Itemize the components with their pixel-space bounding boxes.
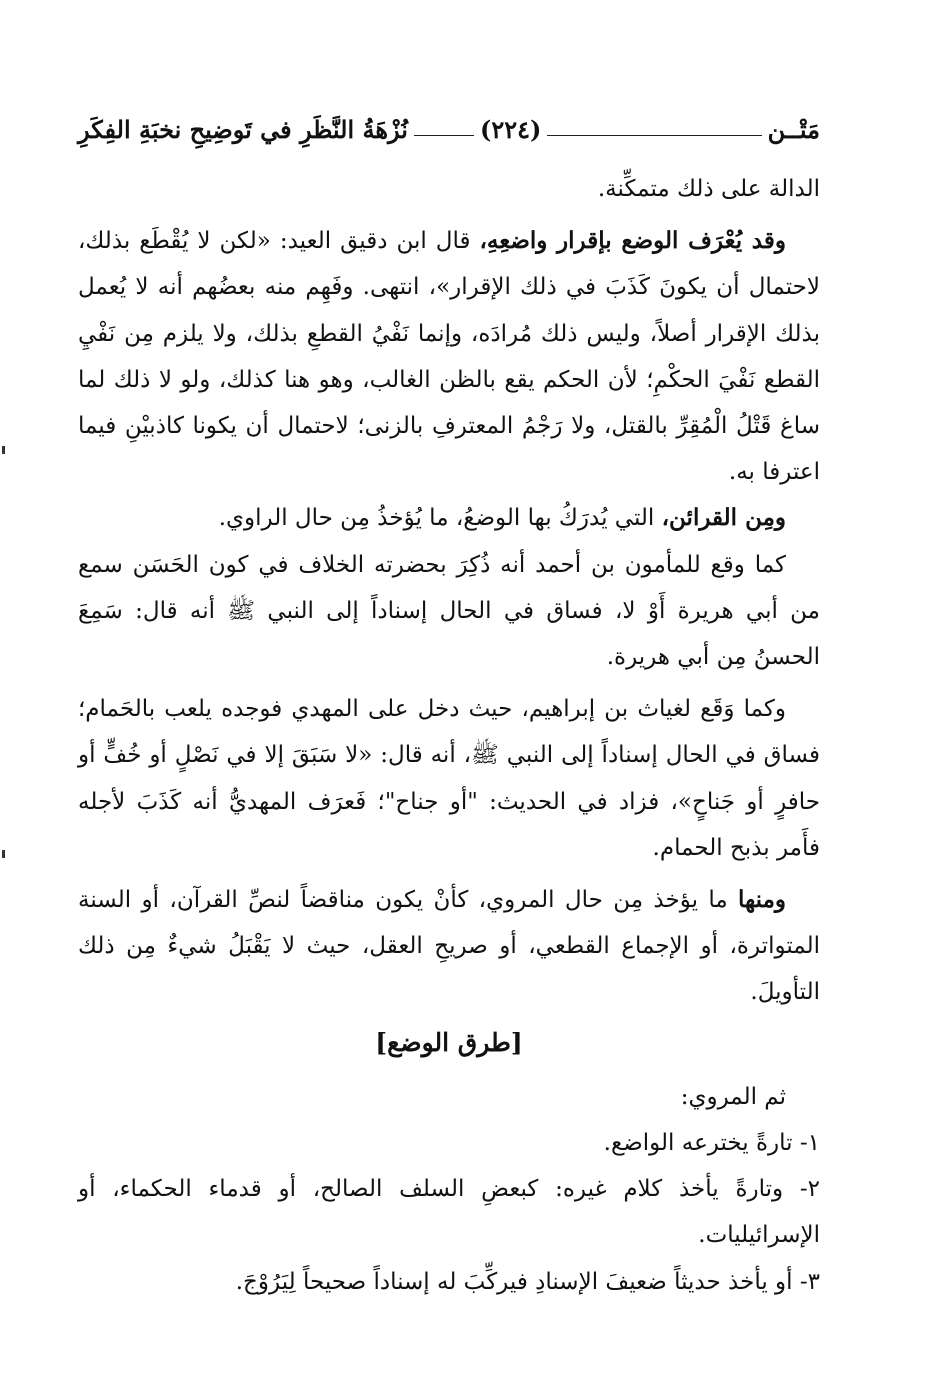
paragraph-2-lead: ومِن القرائن، (661, 504, 786, 532)
paragraph-5-text: ما يؤخذ مِن حال المروي، كأنْ يكون مناقضاً لنصِّ القرآن، أو السنة المتواترة، أو الإجماع القطعي، أو صريحِ العقل، حيث لا يَقْبَلُ شيءٌ مِن ذلك التأويلَ. (78, 887, 820, 1006)
paragraph-0 (78, 166, 820, 212)
paragraph-2-text: التي يُدرَكُ بها الوضعُ، ما يُؤخذُ مِن حال الراوي. (218, 505, 662, 532)
paragraph-4 (78, 686, 820, 871)
paragraph-5-lead: ومنها (738, 886, 786, 914)
margin-mark-lower (2, 850, 5, 858)
list-item-3: ٣- أو يأخذ حديثاً ضعيفَ الإسنادِ فيركِّبَ له إسناداً صحيحاً لِيَرُوْجَ. (235, 1268, 820, 1295)
header-matn-label: مَتْــن (767, 114, 820, 144)
paragraph-0-text: الدالة على ذلك متمكِّنة. (597, 176, 820, 202)
paragraph-3 (78, 542, 820, 681)
margin-mark-upper (2, 446, 5, 454)
header-rule-right (547, 135, 761, 136)
paragraph-1-lead: وقد يُعْرَف الوضع بإقرار واضعِهِ، (479, 227, 786, 255)
paragraph-4-text: وكما وَقَع لغياث بن إبراهيم، حيث دخل على المهدي فوجده يلعب بالحَمام؛ فساق في الحال إسناداً إلى النبي ﷺ، أنه قال: «لا سَبَقَ إلا في نَصْلٍ أو خُفٍّ أو حافرٍ أو جَناحٍ»، فزاد في الحديث: "أو جناح"؛ فَعرَف المهديُّ أنه كَذَبَ لأجله فأَمر بذبح الحمام. (78, 696, 820, 861)
page-body (78, 166, 820, 1305)
running-header (78, 108, 820, 150)
header-page-number: (٢٢٤) (479, 114, 542, 144)
header-book-title: نُزْهَةُ النَّظَرِ في تَوضِيحِ نخبَةِ الفِكَرِ (78, 114, 408, 144)
list-item-2: ٢- وتارةً يأخذ كلام غيره: كبعضِ السلف الصالح، أو قدماء الحكماء، أو الإسرائيليات. (78, 1176, 820, 1249)
paragraph-1-text: قال ابن دقيق العيد: «لكن لا يُقْطَع بذلك، لاحتمال أن يكونَ كَذَبَ في ذلك الإقرار»، انتهى. وفَهِم منه بعضُهم أنه لا يُعمل بذلك الإقرار أصلاً، وليس ذلك مُرادَه، وإنما نَفْيُ القطعِ بذلك، ولا يلزم مِن نَفْيِ القطع نَفْيَ الحكْمِ؛ لأن الحكم يقع بالظن الغالب، وهو هنا كذلك، ولو لا ذلك لما ساغ قَتْلُ الْمُقِرِّ بالقتل، ولا رَجْمُ المعترفِ بالزنى؛ لاحتمال أن يكونا كاذبيْنِ فيما اعترفا به. (78, 228, 820, 486)
section-heading: [طرق الوضع] (375, 1027, 523, 1057)
paragraph-3-text: كما وقع للمأمون بن أحمد أنه ذُكِرَ بحضرته الخلاف في كون الحَسَن سمع من أبي هريرة أَوْ لا، فساق في الحال إسناداً إلى النبي ﷺ أنه قال: سَمِعَ الحسنُ مِن أبي هريرة. (78, 551, 820, 671)
list-item-1: ١- تارةً يخترعه الواضع. (603, 1130, 820, 1157)
list-intro: ثم المروي: (680, 1083, 786, 1110)
paragraph-5 (78, 877, 820, 1016)
paragraph-2 (78, 495, 820, 541)
header-rule-left (414, 135, 474, 136)
paragraph-1 (78, 218, 820, 495)
